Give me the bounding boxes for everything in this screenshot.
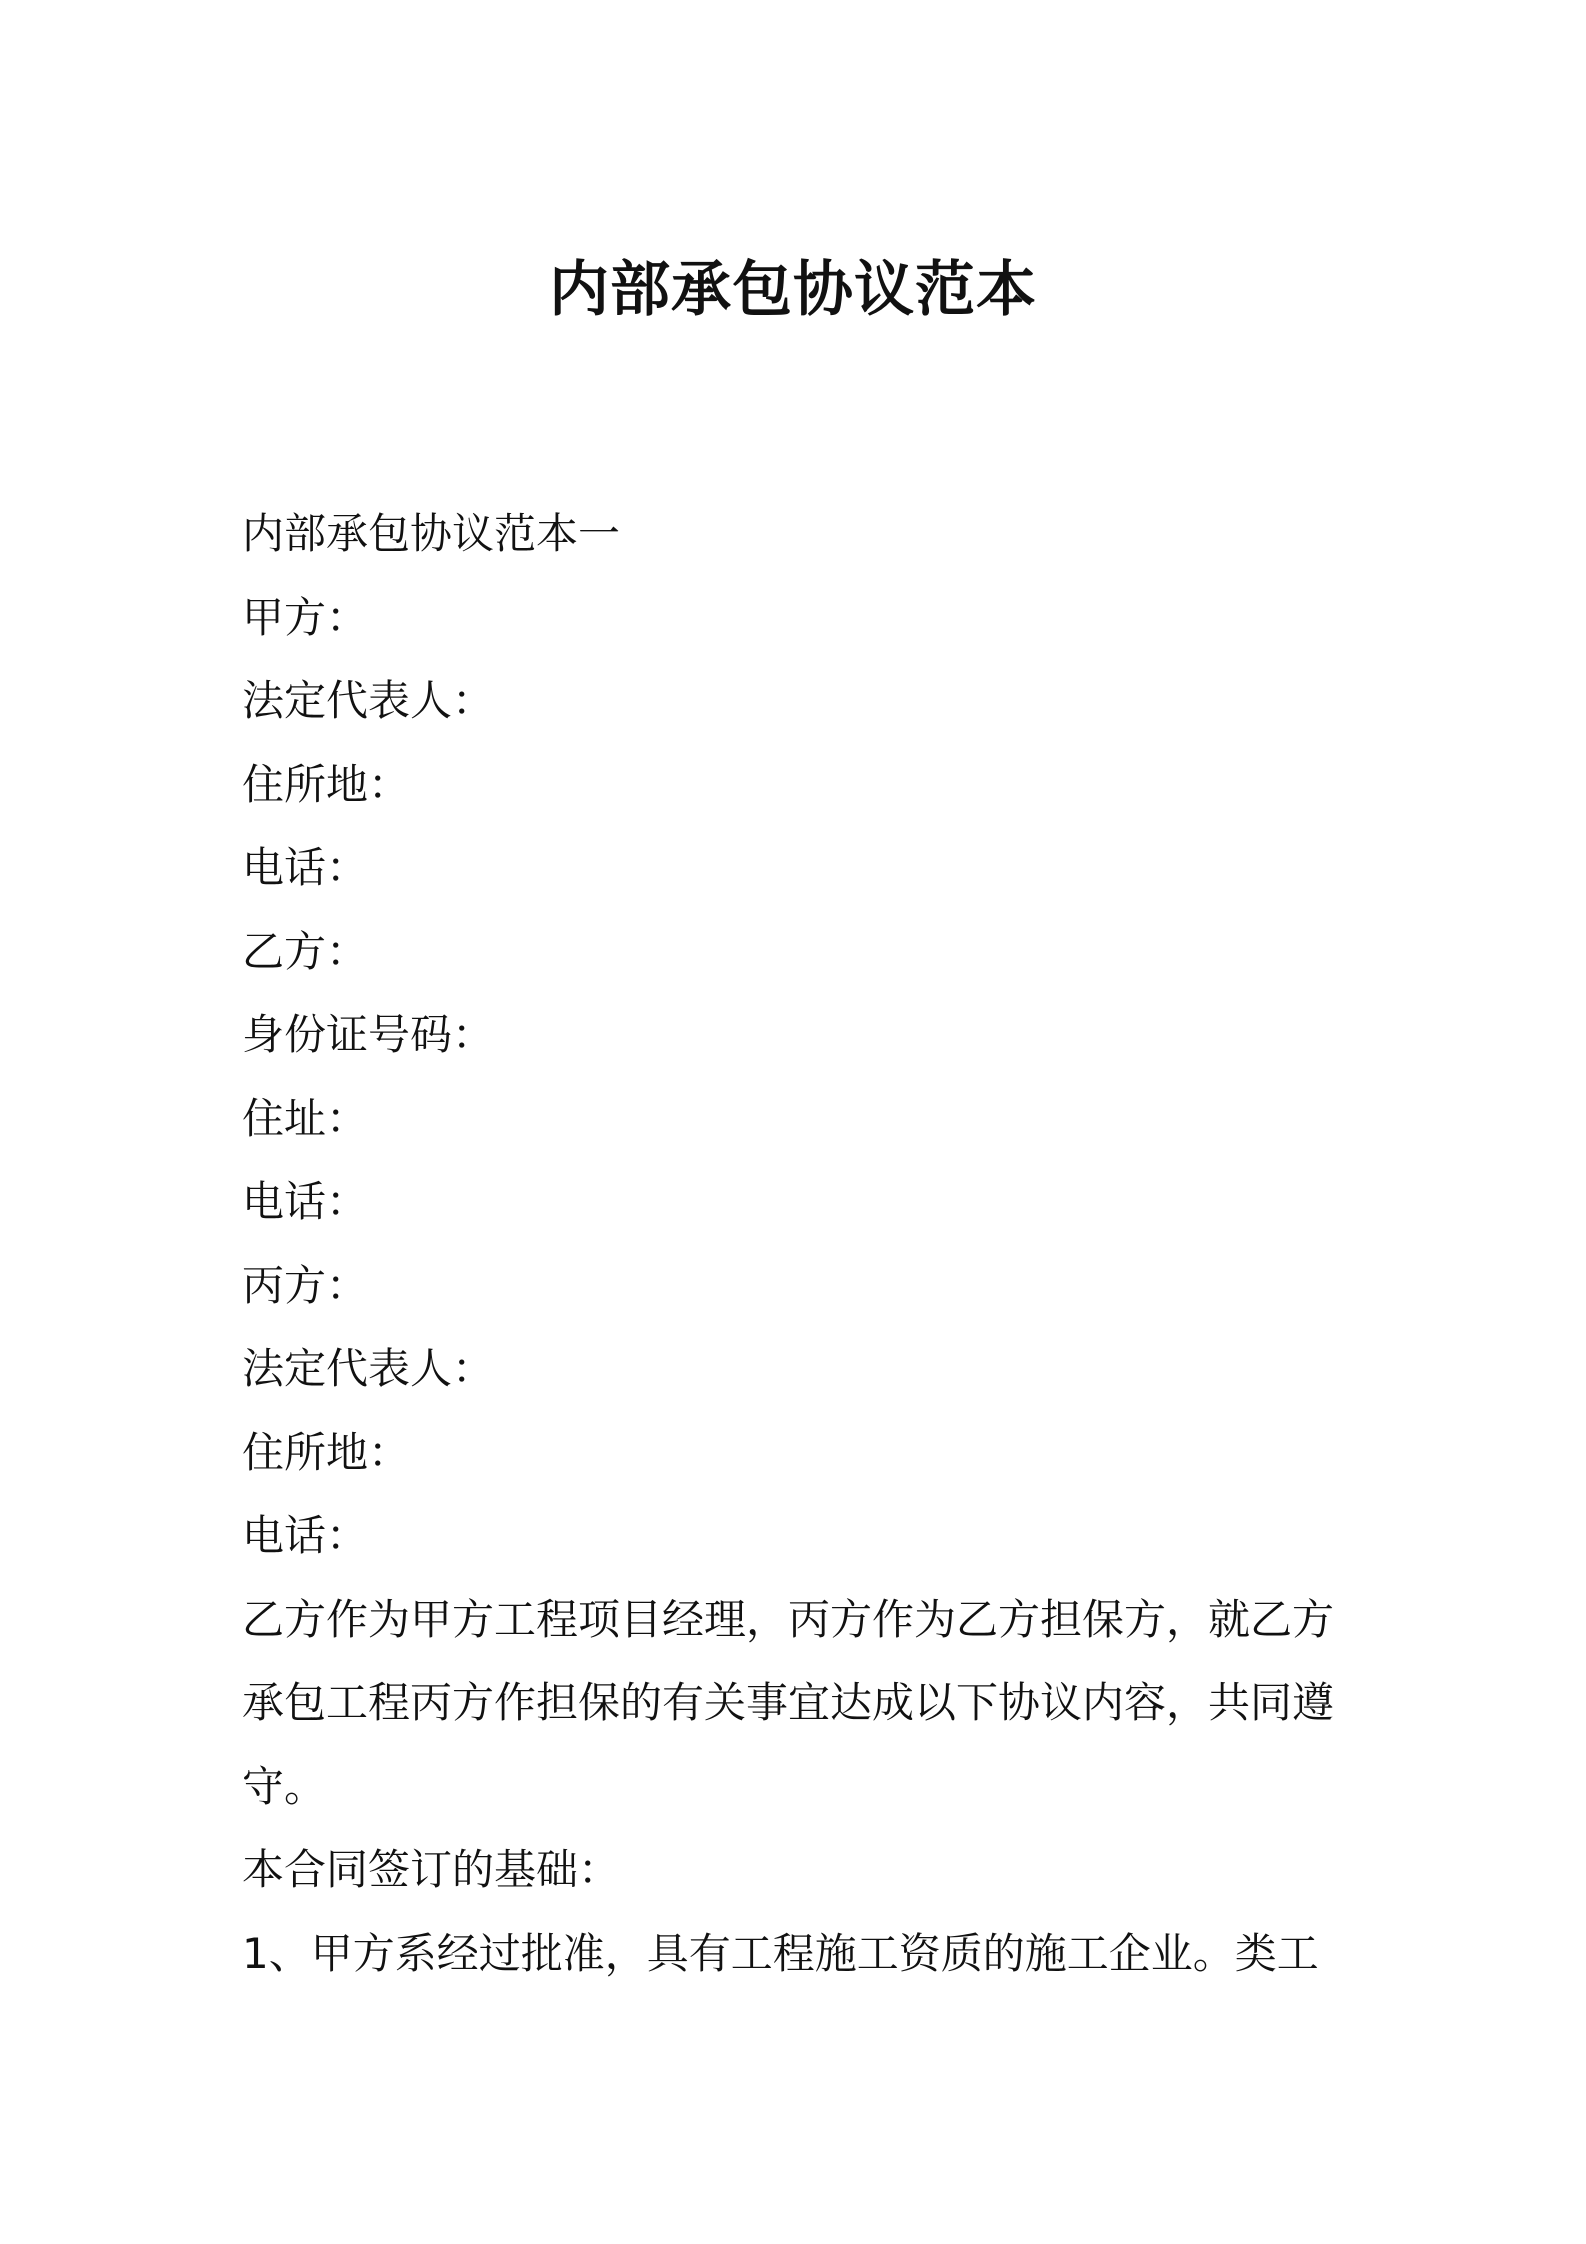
subtitle-line: 内部承包协议范本一 (242, 509, 621, 558)
party-c-phone-line: 电话： (242, 1511, 369, 1560)
party-b-address-line: 住址： (242, 1093, 369, 1143)
clause-1-paragraph: 1、甲方系经过批准，具有工程施工资质的施工企业。类工 (242, 1928, 1319, 1978)
party-b-line: 乙方： (242, 926, 369, 976)
party-b-phone-line: 电话： (242, 1177, 369, 1226)
document-title: 内部承包协议范本 (549, 255, 1037, 325)
party-c-representative-line: 法定代表人： (242, 1344, 495, 1393)
party-a-representative-line: 法定代表人： (242, 676, 495, 725)
party-b-id-line: 身份证号码： (242, 1010, 495, 1059)
document-body (242, 492, 1352, 1995)
party-c-address-line: 住所地： (242, 1427, 411, 1477)
party-a-line: 甲方： (242, 592, 369, 642)
party-c-line: 丙方： (242, 1260, 369, 1310)
contract-basis-heading: 本合同签订的基础： (242, 1845, 621, 1894)
agreement-intro-paragraph: 乙方作为甲方工程项目经理，丙方作为乙方担保方，就乙方承包工程丙方作担保的有关事宜达成以下协议内容，共同遵守。 (242, 1594, 1335, 1811)
party-a-address-line: 住所地： (242, 759, 411, 809)
party-a-phone-line: 电话： (242, 843, 369, 892)
